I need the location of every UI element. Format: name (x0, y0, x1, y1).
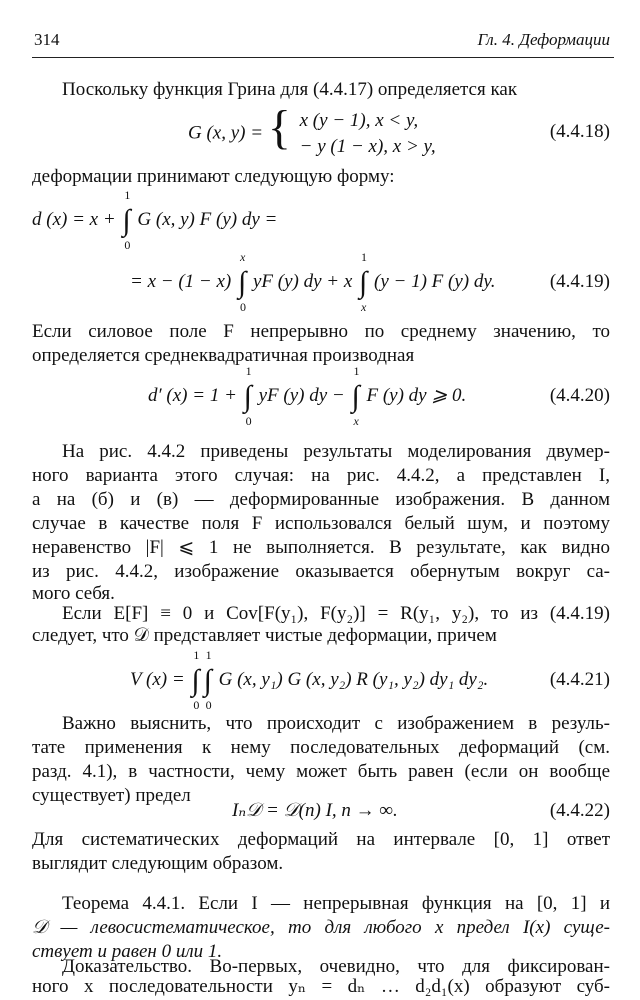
integral-sign: ∫ 1 0 (191, 647, 200, 712)
text-line: следует, что 𝒟 представляет чистые деформации, причем (32, 625, 497, 646)
eq-lhs: G (x, y) = (188, 122, 264, 144)
text-line: Если силовое поле F непрерывно по среднему значению, то (32, 321, 610, 342)
eq-part: V (x) = (130, 669, 185, 690)
lower-limit: 0 (245, 413, 252, 428)
eq-part: G (x, y₁) G (x, y₂) R (y₁, y₂) dy₁ dy₂. (218, 669, 489, 690)
text-line: На рис. 4.4.2 приведены результаты моделирования двумер- (62, 441, 610, 462)
lower-limit: x (361, 299, 367, 314)
theorem-line: Теорема 4.4.1. Если I — непрерывная функция на [0, 1] и (62, 893, 610, 914)
text-line: тате применения к нему последовательных деформаций (см. (32, 737, 610, 758)
case-list (300, 108, 436, 160)
eq-part: F (y) dy ⩾ 0. (366, 385, 467, 406)
equation-4-4-18 (188, 101, 436, 160)
integral-sign: ∫ 1 x (359, 249, 368, 314)
text-line: случае в качестве поля F использовался белый шум, и поэтому (32, 513, 610, 534)
equation-4-4-20 (148, 363, 467, 428)
case-brace: { (267, 101, 291, 154)
text-line: определяется среднеквадратичная производная (32, 345, 415, 366)
case-1: x (y − 1), x < y, (299, 110, 419, 131)
eq-part: d (x) = x + (32, 209, 116, 230)
text-line: деформации принимают следующую форму: (32, 166, 395, 187)
equation-4-4-21 (130, 647, 489, 712)
lower-limit: 0 (239, 299, 246, 314)
equation-number: (4.4.19) (549, 271, 610, 292)
text-line: неравенство |F| ⩽ 1 не выполняется. В результате, как видно (32, 537, 610, 558)
text-line: Важно выяснить, что происходит с изображением в резуль- (62, 713, 610, 734)
lower-limit: 0 (124, 237, 131, 252)
proof-line-continued: ного x последовательности yₙ = dₙ … d₂d₁(x) образуют суб- (32, 976, 610, 997)
header-rule (32, 57, 614, 58)
equation-4-4-19-line2 (130, 249, 496, 314)
text-line: из рис. 4.4.2, изображение оказывается обернутым вокруг са- (32, 561, 610, 582)
eq-part: d′ (x) = 1 + (148, 385, 237, 406)
lower-limit: 0 (193, 697, 200, 712)
eq-part: = x − (1 − x) (130, 271, 232, 292)
integral-sign: ∫ 1 0 (203, 647, 212, 712)
eq-part: yF (y) dy − (258, 385, 345, 406)
running-title: Гл. 4. Деформации (477, 30, 610, 49)
case-2: − y (1 − x), x > y, (299, 136, 436, 157)
text-line: Поскольку функция Грина для (4.4.17) определяется как (62, 79, 518, 100)
equation-number: (4.4.21) (549, 669, 610, 690)
lower-limit: x (353, 413, 359, 428)
theorem-line: 𝒟 — левосистематическое, то для любого x предел I(x) суще- (32, 917, 610, 938)
page-number: 314 (34, 30, 60, 49)
running-header (34, 30, 610, 54)
eq-part: (y − 1) F (y) dy. (374, 271, 496, 292)
integral-sign: ∫ 1 0 (122, 187, 131, 252)
theorem-line: ствует и равен 0 или 1. (32, 941, 223, 962)
upper-limit: 1 (361, 249, 368, 264)
eq-part: G (x, y) F (y) dy = (137, 209, 278, 230)
integral-sign: ∫ 1 x (351, 363, 360, 428)
equation-number: (4.4.18) (549, 121, 610, 142)
text-line: выглядит следующим образом. (32, 853, 284, 874)
equation-4-4-22: Iₙ𝒟 = 𝒟(n) I, n → ∞. (232, 800, 398, 821)
text-line: мого себя. (32, 583, 115, 604)
upper-limit: 1 (193, 647, 200, 662)
equation-number: (4.4.20) (549, 385, 610, 406)
text-line: существует) предел (32, 785, 191, 806)
text-line: Если E[F] ≡ 0 и Cov[F(y₁), F(y₂)] = R(y₁, y₂), то из (4.4.19) (62, 603, 610, 624)
equation-4-4-19-line1 (32, 187, 278, 252)
eq-part: yF (y) dy + x (252, 271, 353, 292)
text-line: разд. 4.1), в частности, чему может быть равен (если он вообще (32, 761, 610, 782)
lower-limit: 0 (205, 697, 212, 712)
upper-limit: x (239, 249, 246, 264)
text-line: ного варианта этого случая: на рис. 4.4.2, а представлен I, (32, 465, 610, 486)
upper-limit: 1 (124, 187, 131, 202)
equation-number: (4.4.22) (549, 800, 610, 821)
integral-sign: ∫ x 0 (237, 249, 247, 314)
integral-sign: ∫ 1 0 (243, 363, 252, 428)
upper-limit: 1 (205, 647, 212, 662)
proof-line: Доказательство. Во-первых, очевидно, что для фиксирован- (62, 956, 610, 977)
text-line: Для систематических деформаций на интервале [0, 1] ответ (32, 829, 610, 850)
upper-limit: 1 (353, 363, 360, 378)
text-line: а на (б) и (в) — деформированные изображения. В данном (32, 489, 610, 510)
upper-limit: 1 (245, 363, 252, 378)
